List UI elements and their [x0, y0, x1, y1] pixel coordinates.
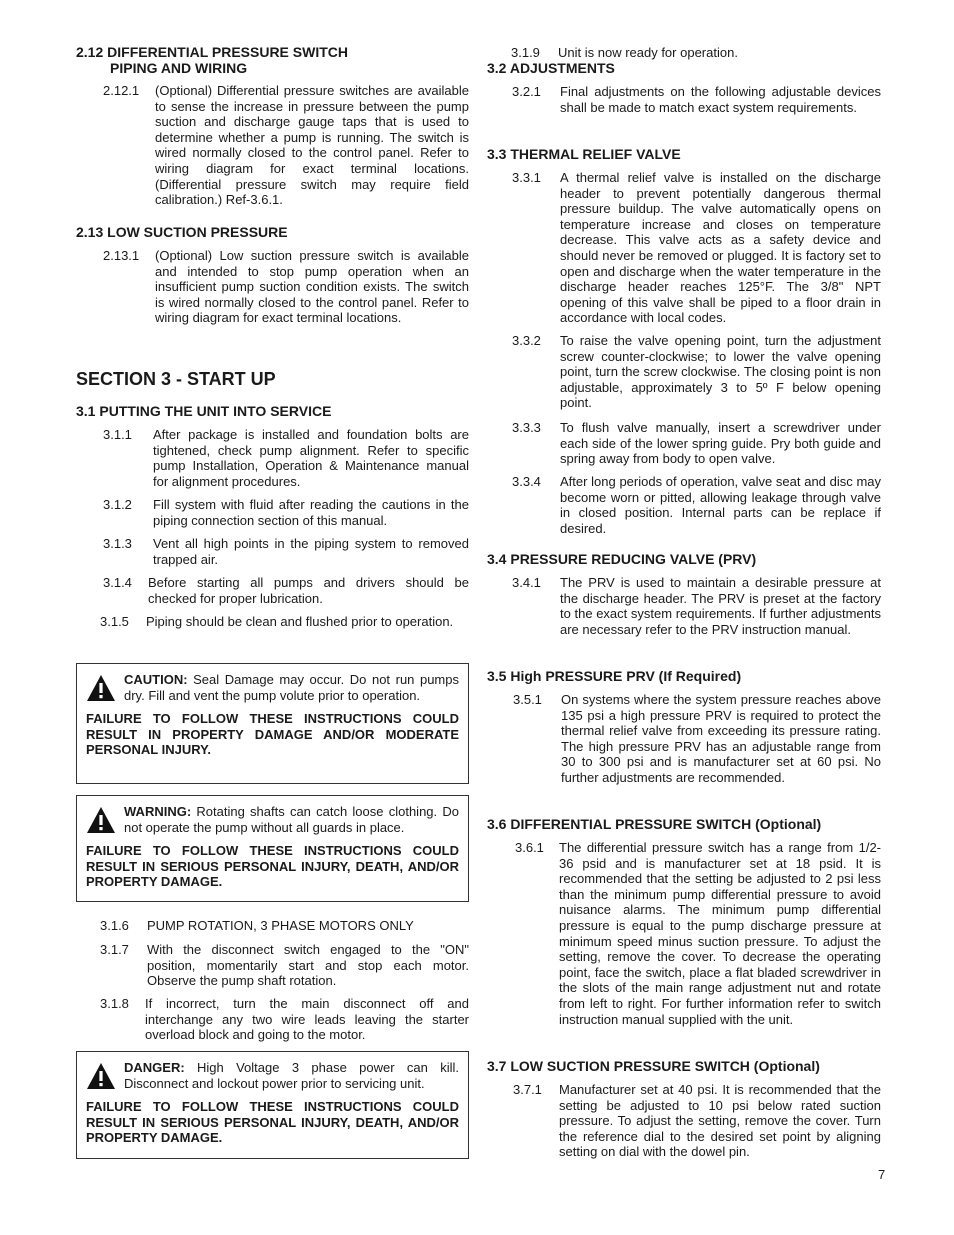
heading-3-4: 3.4 PRESSURE REDUCING VALVE (PRV)	[487, 551, 757, 567]
warning-box	[76, 795, 469, 902]
item-3-1-3	[103, 536, 469, 567]
item-3-2-1	[512, 84, 881, 115]
warning-triangle-icon	[86, 674, 116, 702]
item-number: 3.1.9	[511, 45, 540, 60]
section-3-title: SECTION 3 - START UP	[76, 369, 276, 389]
heading-3-5: 3.5 High PRESSURE PRV (If Required)	[487, 668, 742, 684]
warning-lead	[86, 804, 459, 835]
item-text: With the disconnect switch engaged to the "ON" position, momentarily start and stop each motor. Observe the pump shaft rotation.	[147, 942, 469, 989]
item-text: After long periods of operation, valve seat and disc may become worn or pitted, allowing leakage through valve in closed position. Internal parts can be replace if desired.	[560, 474, 881, 536]
item-3-3-3	[512, 420, 881, 467]
danger-failure-text: FAILURE TO FOLLOW THESE INSTRUCTIONS COULD RESULT IN SERIOUS PERSONAL INJURY, DEATH, AND/OR PROPERTY DAMAGE.	[86, 1099, 459, 1146]
item-number: 3.1.3	[103, 536, 132, 551]
item-3-1-1	[103, 427, 469, 489]
item-number: 3.4.1	[512, 575, 541, 590]
item-text: Manufacturer set at 40 psi. It is recommended that the setting be adjusted to 10 psi below rated suction pressure. To adjust the setting, remove the cover. Turn the reference dial to the desired set point by aligning setting on dial with the dowel pin.	[559, 1082, 881, 1160]
caution-text: Seal Damage may occur. Do not run pumps dry. Fill and vent the pump volute prior to operation.	[124, 672, 459, 703]
item-text: PUMP ROTATION, 3 PHASE MOTORS ONLY	[147, 918, 414, 933]
item-text: Unit is now ready for operation.	[558, 45, 738, 60]
item-text: If incorrect, turn the main disconnect off and interchange any two wire leads leaving the starter overload block and going to the motor.	[145, 996, 469, 1043]
item-3-1-9	[511, 45, 881, 61]
item-number: 3.1.2	[103, 497, 132, 512]
item-text: Piping should be clean and flushed prior to operation.	[146, 614, 454, 629]
item-number: 3.1.6	[100, 918, 129, 933]
item-3-6-1	[515, 840, 881, 1027]
page-number: 7	[878, 1167, 886, 1182]
item-text: Vent all high points in the piping system to removed trapped air.	[153, 536, 469, 567]
item-number: 3.1.1	[103, 427, 132, 442]
danger-label: DANGER:	[124, 1060, 185, 1075]
item-number: 3.2.1	[512, 84, 541, 99]
item-number: 2.12.1	[103, 83, 140, 98]
item-number: 3.3.4	[512, 474, 541, 489]
warning-triangle-icon	[86, 1062, 116, 1090]
item-number: 2.13.1	[103, 248, 140, 263]
item-number: 3.1.5	[100, 614, 129, 629]
item-3-1-5	[100, 614, 469, 630]
item-3-1-4	[103, 575, 469, 606]
item-number: 3.7.1	[513, 1082, 542, 1097]
warning-label: WARNING:	[124, 804, 192, 819]
item-2-13-1	[103, 248, 469, 326]
item-3-1-6	[100, 918, 469, 934]
heading-3-6: 3.6 DIFFERENTIAL PRESSURE SWITCH (Optional)	[487, 816, 822, 832]
caution-box	[76, 663, 469, 784]
item-text: On systems where the system pressure reaches above 135 psi a high pressure PRV is required to protect the thermal relief valve from exceeding its pressure rating. The high pressure PRV has an adjustable range from 30 to 300 psi and is manufacturer set at 60 psi. No further adjustments are recommended.	[561, 692, 881, 785]
item-text: A thermal relief valve is installed on the discharge header to prevent potentially dangerous thermal pressure buildup. The valve automatically opens on temperature increase and closes on temperature decrease. This valve acts as a safety device and should never be removed or plugged. It is factory set to open and discharge when the water temperature in the discharge header reaches 125°F. The 3/8" NPT opening of this valve shall be piped to a floor drain in accordance with local codes.	[560, 170, 881, 326]
item-number: 3.6.1	[515, 840, 544, 855]
danger-text: High Voltage 3 phase power can kill. Disconnect and lockout power prior to servicing unit.	[124, 1060, 459, 1091]
item-number: 3.1.8	[100, 996, 129, 1011]
caution-failure-text: FAILURE TO FOLLOW THESE INSTRUCTIONS COULD RESULT IN PROPERTY DAMAGE AND/OR MODERATE PERSONAL INJURY.	[86, 711, 459, 758]
item-3-7-1	[513, 1082, 881, 1160]
danger-lead	[86, 1060, 459, 1091]
item-number: 3.5.1	[513, 692, 542, 707]
item-text: To flush valve manually, insert a screwdriver under each side of the lower spring guide. Pry both guide and spring away from body to open valve.	[560, 420, 881, 467]
item-3-3-1	[512, 170, 881, 326]
item-number: 3.3.3	[512, 420, 541, 435]
item-number: 3.3.2	[512, 333, 541, 348]
item-text: (Optional) Low suction pressure switch is available and intended to stop pump operation when an insufficient pump suction condition exists. The switch is wired normally closed to the control panel. Refer to wiring diagram for exact terminal locations.	[155, 248, 469, 326]
item-number: 3.3.1	[512, 170, 541, 185]
item-2-12-1	[103, 83, 469, 208]
item-3-5-1	[513, 692, 881, 786]
caution-lead	[86, 672, 459, 703]
warning-text: Rotating shafts can catch loose clothing. Do not operate the pump without all guards in place.	[124, 804, 459, 835]
heading-3-2: 3.2 ADJUSTMENTS	[487, 60, 615, 76]
item-number: 3.1.4	[103, 575, 132, 590]
item-text: After package is installed and foundation bolts are tightened, check pump alignment. Refer to specific pump Installation, Operation & Maintenance manual for alignment procedures.	[153, 427, 469, 489]
warning-triangle-icon	[86, 806, 116, 834]
item-3-3-2	[512, 333, 881, 411]
item-text: The differential pressure switch has a range from 1/2-36 psid and is manufacturer set at 18 psid. It is recommended that the setting be adjusted to 2 psi less than the minimum pump differential pressure to avoid nuisance alarms. The minimum pump differential pressure is equal to the pump discharge pressure at minimum speed minus suction pressure. To adjust the setting, remove the cover. To decrease the operating point, face the switch, place a flat bladed screwdriver in the slots of the main range adjustment nut and rotate from left to right. For further information refer to switch instruction manual supplied with the unit.	[559, 840, 881, 1027]
item-text: The PRV is used to maintain a desirable pressure at the discharge header. The PRV is preset at the factory to the exact system requirements. If further adjustments are necessary refer to the PRV instruction manual.	[560, 575, 881, 637]
item-3-1-7	[100, 942, 469, 989]
item-3-4-1	[512, 575, 881, 637]
heading-3-3: 3.3 THERMAL RELIEF VALVE	[487, 146, 681, 162]
heading-3-1: 3.1 PUTTING THE UNIT INTO SERVICE	[76, 403, 332, 419]
item-3-3-4	[512, 474, 881, 536]
caution-label: CAUTION:	[124, 672, 188, 687]
item-text: Before starting all pumps and drivers should be checked for proper lubrication.	[148, 575, 469, 606]
heading-2-12-line2: PIPING AND WIRING	[110, 60, 248, 76]
item-text: To raise the valve opening point, turn the adjustment screw counter-clockwise; to lower the valve opening point, turn the screw clockwise. The closing point is non adjustable, approximately 3 to 5º F below opening point.	[560, 333, 881, 411]
item-text: (Optional) Differential pressure switches are available to sense the increase in pressure between the pump suction and discharge gauge taps that is used to determine whether a pump is running. The switch is wired normally closed to the control panel. Refer to wiring diagram for exact terminal locations. (Differential pressure switch may require field calibration.) Ref-3.6.1.	[155, 83, 469, 208]
heading-2-12	[76, 44, 469, 76]
heading-2-12-line1: 2.12 DIFFERENTIAL PRESSURE SWITCH	[76, 44, 349, 60]
item-3-1-2	[103, 497, 469, 528]
item-text: Fill system with fluid after reading the cautions in the piping connection section of this manual.	[153, 497, 469, 528]
warning-failure-text: FAILURE TO FOLLOW THESE INSTRUCTIONS COULD RESULT IN SERIOUS PERSONAL INJURY, DEATH, AND/OR PROPERTY DAMAGE.	[86, 843, 459, 890]
item-number: 3.1.7	[100, 942, 129, 957]
heading-2-13: 2.13 LOW SUCTION PRESSURE	[76, 224, 288, 240]
heading-3-7: 3.7 LOW SUCTION PRESSURE SWITCH (Optional)	[487, 1058, 820, 1074]
item-text: Final adjustments on the following adjustable devices shall be made to match exact system requirements.	[560, 84, 881, 115]
item-3-1-8	[100, 996, 469, 1043]
danger-box	[76, 1051, 469, 1159]
